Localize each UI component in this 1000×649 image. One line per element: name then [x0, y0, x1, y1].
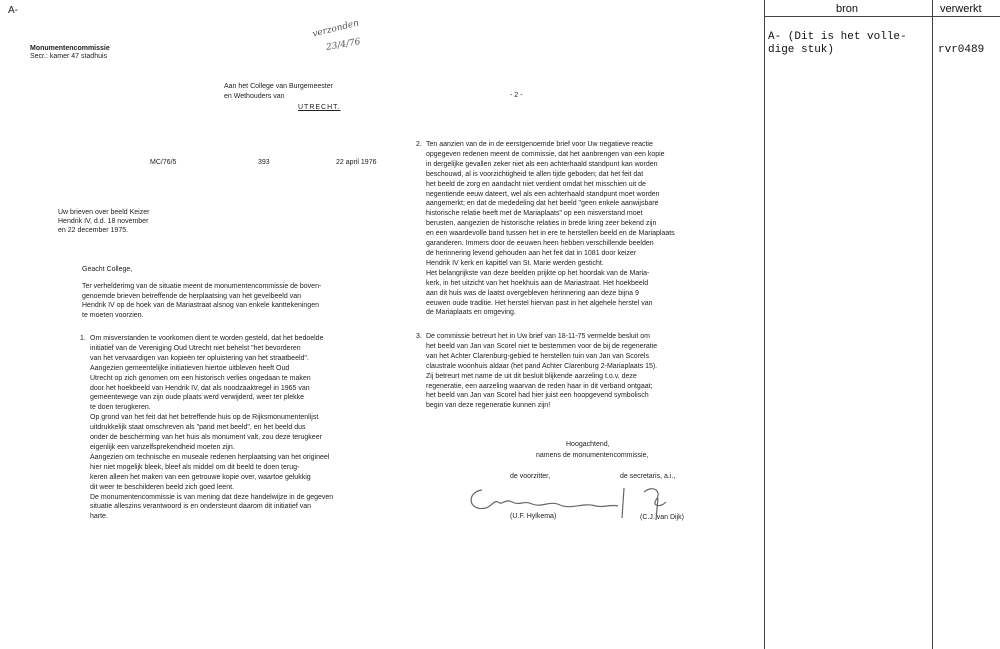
point-1-line: te doen terugkeren. — [90, 404, 151, 412]
point-1-line: harte. — [90, 513, 108, 521]
point-2-line: opgegeven redenen meent de commissie, dat het aanbrengen van een kopie — [426, 150, 665, 158]
column-header-processed: verwerkt — [940, 3, 982, 15]
intro-line: Ter verhelderimg van de situatie meent de monumentencommissie de boven- — [82, 283, 322, 290]
org-name: Monumentencommissie — [30, 45, 110, 52]
point-3-number: 3. — [416, 333, 422, 340]
point-1-line: keren alleen het maken van een getrouwe kopie over, waartoe gelukkig — [90, 473, 311, 481]
subject-line-3: en 22 december 1975. — [58, 227, 129, 234]
addressee-city: UTRECHT. — [298, 104, 341, 111]
point-3-paragraph — [426, 332, 657, 411]
subject-block — [58, 208, 149, 235]
intro-paragraph — [82, 282, 321, 320]
point-2-line: garanderen. Immers door de eeuwen heen hebben verschillende beelden — [426, 240, 654, 248]
point-3-line: van het Achter Clarenburg-gebied te herstellen tuin van Jan van Scorels — [426, 352, 649, 360]
point-2-line: aangemerkt; en dat de mededeling dat het beeld "geen enkele aanwijsbare — [426, 200, 659, 208]
point-2-line: historische relatie heeft met de Mariaplaats" op een misverstand moet — [426, 210, 643, 218]
intro-line: genoemde brieven betreffende de herplaatsing van het gevelbeeld van — [82, 292, 301, 300]
chairman-label: de voorzitter, — [510, 473, 551, 480]
point-2-line: in dergelijke gevallen zeker niet als een achterhaald standpunt kan worden — [426, 160, 658, 168]
point-2-line: de herinnering levend gehouden aan het feit dat in 1081 door keizer — [426, 249, 637, 257]
point-1-line: uitdrukkelijk staat omschreven als "pand met beeld", en het beeld dus — [90, 424, 306, 432]
table-border-left — [764, 0, 765, 649]
point-1-paragraph — [90, 334, 333, 522]
org-address: Secr.: kamer 47 stadhuis — [30, 53, 108, 60]
point-1-line: Aangezien gemeentelijke initiatieven hiertoe uitbleven heeft Oud — [90, 364, 290, 372]
point-3-line: het beeld van Jan van Scorel had hier juist een hoopgevend symbolisch — [426, 392, 649, 400]
letter-date: 22 april 1976 — [336, 159, 377, 166]
chairman-name: (U.F. Hylkema) — [510, 513, 557, 520]
chairman-signature — [471, 490, 618, 509]
point-1-line: onder de bescherming van het huis als monument valt, zou deze terugkeer — [90, 434, 322, 442]
point-1-line: De monumentencommissie is van mening dat deze handelwijze in de gegeven — [90, 493, 334, 501]
closing-on-behalf: namens de monumentencommissie, — [536, 452, 649, 459]
secretary-name: (C.J. van Dijk) — [640, 514, 684, 521]
intro-line: Hendrik IV op de hoek van de Mariastraat alsnog van enkele kanttekeningen — [82, 302, 319, 309]
point-1-line: door het hoekbeeld van Hendrik IV, dat als noodzaaktregel in 1965 van — [90, 384, 310, 392]
point-2-line: beschouwd, al is voorzichtigheid te allen tijde geboden; dat het feit dat — [426, 170, 644, 178]
handwritten-note-sent: verzonden — [311, 18, 361, 40]
point-3-line: regeneratie, een aarzeling waarvan de reden haar in dit verband ontgaat; — [426, 382, 653, 390]
column-header-source: bron — [836, 3, 859, 15]
addressee-line-1: Aan het College van Burgemeester — [224, 83, 333, 90]
intro-line: te moeten voorzien. — [82, 311, 144, 319]
handwritten-note-date: 23/4/76 — [325, 37, 362, 53]
point-2-line: het beeld de zorg en aandacht niet verdient omdat het misschien uit de — [426, 180, 646, 188]
point-2-line: de Mariaplaats en omgeving. — [426, 309, 516, 317]
reference-number: 393 — [258, 159, 270, 166]
point-1-line: Utrecht op zich genomen om een historisch verlies ongedaan te maken — [90, 374, 311, 382]
point-1-line: eigenlijk een vanzelfsprekendheid moeten zijn. — [90, 443, 235, 451]
point-2-line: negentiende eeuw dateert, wel als een achterhaald standpunt moet worden — [426, 190, 660, 198]
point-1-line: gemeentewege van zijn oude plaats werd verwijderd, weer ter plekke — [90, 394, 305, 402]
point-2-line: aan dit huis was de laatst overgebleven herinnering aan deze bijna 9 — [426, 289, 639, 297]
point-1-line: Om misverstanden te voorkomen dient te worden gesteld, dat het bedoelde — [90, 335, 324, 342]
subject-line-1: Uw brieven over beeld Keizer — [58, 209, 150, 216]
secretary-label: de secretaris, a.i., — [620, 473, 676, 480]
source-line-2: dige stuk) — [768, 44, 835, 56]
point-2-line: kerk, in het uitzicht van het hoekhuis aan de Mariastraat. Het hoekbeeld — [426, 279, 649, 287]
point-1-line: situatie alleszins verantwoord is en ondersteunt daarom dit initiatief van — [90, 503, 312, 511]
point-3-line: het beeld van Jan van Scorel niet te bestemmen voor de bij de regeneratie — [426, 342, 658, 350]
point-1-line: dit weer te beschilderen beeld zich goed leent. — [90, 483, 234, 491]
point-3-line: De commissie betreurt het in Uw brief van 18-11-75 vermelde besluit om — [426, 333, 650, 340]
chairman-signature-stroke — [622, 488, 624, 518]
page-number-2: - 2 - — [510, 92, 523, 99]
table-column-divider — [932, 0, 933, 649]
point-2-paragraph — [426, 140, 675, 318]
closing-greeting: Hoogachtend, — [566, 441, 610, 448]
point-1-line: van het vervaardigen van kopieën ter opluistering van het straatbeeld". — [90, 354, 309, 362]
subject-line-2: Hendrik IV, d.d. 18 november — [58, 218, 149, 225]
addressee-line-2: en Wethouders van — [224, 93, 285, 100]
point-2-line: eeuwen oude traditie. Het herstel hiervan past in het algehele herstel van — [426, 299, 653, 307]
reference-code: MC/76/5 — [150, 159, 177, 166]
processed-code: rvr0489 — [938, 44, 985, 56]
point-2-number: 2. — [416, 141, 422, 148]
point-1-number: 1. — [80, 335, 86, 342]
point-3-line: Zij betreurt met name de uit dit besluit blijkende aarzeling t.o.v. deze — [426, 372, 637, 380]
table-header-divider — [764, 16, 1000, 17]
point-2-line: Ten aanzien van de in de eerstgenoemde brief voor Uw negatieve reactie — [426, 141, 653, 148]
salutation: Geacht College, — [82, 266, 133, 273]
page-marker: A- — [8, 5, 18, 16]
point-3-line: begin van deze regeneratie kunnen zijn! — [426, 402, 551, 410]
point-2-line: en een waardevolle band tussen het in ere te herstellen beeld en de Mariaplaats — [426, 230, 675, 238]
point-3-line: claustrale woonhuis aldaar (het pand Achter Clarenburg 2-Mariaplaats 15). — [426, 362, 658, 370]
point-1-line: Aangezien om technische en museale redenen herplaatsing van het origineel — [90, 453, 330, 461]
point-2-line: Het belangrijkste van deze beelden prijkte op het hoordak van de Maria- — [426, 269, 650, 277]
point-1-line: hier niet mogelijk bleek, bleef als middel om dit beeld te doen terug- — [90, 463, 300, 471]
point-1-line: Op grond van het feit dat het betreffende huis op de Rijksmonumentenlijst — [90, 414, 319, 422]
source-line-1: A- (Dit is het volle- — [768, 31, 907, 43]
point-2-line: Hendrik IV kerk en kapittel van St. Marie werden gesticht. — [426, 259, 604, 267]
point-1-line: initiatief van de Vereniging Oud Utrecht niet behelst "het bevorderen — [90, 344, 301, 352]
point-2-line: berusten, aangezien de historische relaties in brede kring zeer bekend zijn — [426, 220, 657, 228]
